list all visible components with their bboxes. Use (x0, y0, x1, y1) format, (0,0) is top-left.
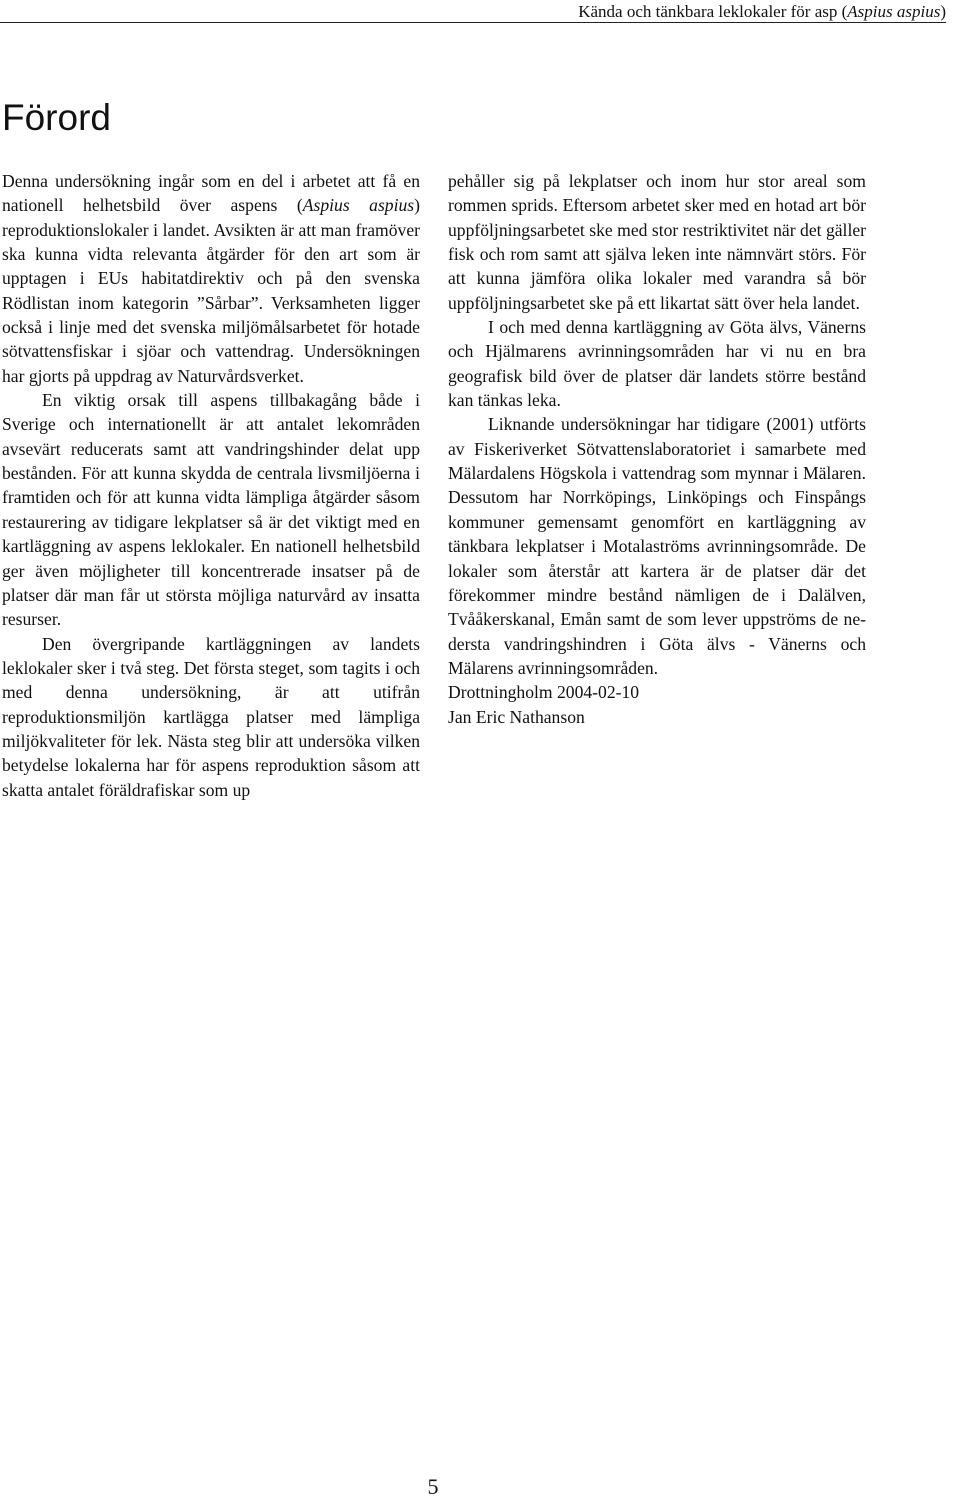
right-column (448, 169, 866, 729)
chapter-title: Förord (2, 97, 111, 138)
paragraph: pehåller sig på lekplatser och inom hur stor areal som rommen sprids. Eftersom arbetet sker med en hotad art bör uppföljningsarbetet ske med stor restriktivitet när det gäller fisk och rom samt att själva leken inte nämnvärt störs. För att kunna jämföra olika lokaler med varandra så bör uppföljningsarbetet ske på ett likartat sätt över hela landet. (448, 171, 866, 313)
paragraph: I och med denna kartläggning av Göta älvs, Vänerns och Hjälmarens avrinningsområden har vi nu en bra geografisk bild över de platser där landets större bestånd kan tänkas leka. (448, 317, 866, 411)
paragraph: Den övergripande kartläggningen av landets leklokaler sker i två steg. Det första steget, som tagits i och med denna undersökning, är att utifrån reproduktionsmiljön kartlägga platser med lämpliga miljökvaliteter för lek. Nästa steg blir att undersöka vilken betydelse lokalerna har för aspens reproduktion såsom att skatta antalet föräldrafiskar som up (2, 633, 420, 800)
paragraph-text: Denna undersökning ingår som en del i arbetet att få en nationell helhetsbild över aspens ( (2, 171, 420, 216)
running-head-species: Aspius aspius (847, 2, 941, 21)
left-column (2, 169, 420, 802)
signature-name: Jan Eric Nathanson (448, 706, 585, 727)
paragraph: Liknande undersökningar har tidigare (2001) utförts av Fiskeriverket Sötvattenslaboratoriet i samarbete med Mälardalens Högskola i vattendrag som mynnar i Mälaren. Dessutom har Norrköpings, Linköpings och Finspångs kommuner gemensamt genomfört en kartläggning av tänkbara lekplatser i Motalaströms avrinningsområde. De lokaler som återstår att kartera är de platser där det förekommer mindre bestånd nämligen de i Dalälven, Tvååkerskanal, Emån samt de som lever uppströms de nedersta vandringshindren i Göta älvs - Vänerns och Mälarens avrinningsområden. (448, 414, 866, 678)
paragraph: En viktig orsak till aspens tillbakagång både i Sverige och internationellt är att antalet lekområden avsevärt reducerats samt att vandringshinder delat upp bestånden. För att kunna skydda de centrala livsmiljöerna i framtiden och för att kunna vidta lämpliga åtgärder såsom restaurering av tidigare lekplatser så är det viktigt med en kartläggning av aspens leklokaler. En nationell helhetsbild ger även möjligheter till koncentrerade insatser på de platser där man får ut största möjliga naturvård av insatta resurser. (2, 390, 420, 630)
signature-date: Drottningholm 2004-02-10 (448, 682, 640, 703)
running-head-close: ) (940, 2, 946, 21)
paragraph-text: ) reproduktionslokaler i landet. Avsikten är att man framöver ska kunna vidta relevanta åtgärder för den art som är upptagen i EUs habitatdirektiv och på den svenska Rödlistan inom kategorin ”Sårbar”. Verksamheten ligger också i linje med det svenska miljömålsarbetet för hotade sötvattensfiskar i sjöar och vattendrag. Undersökningen har gjorts på uppdrag av Naturvårdsverket. (2, 195, 420, 386)
paragraph (2, 169, 420, 388)
page-number: 5 (427, 1474, 439, 1499)
running-head-text: Kända och tänkbara leklokaler för asp ( (578, 2, 848, 21)
running-head (0, 0, 946, 23)
species-name: Aspius aspius (302, 195, 415, 216)
